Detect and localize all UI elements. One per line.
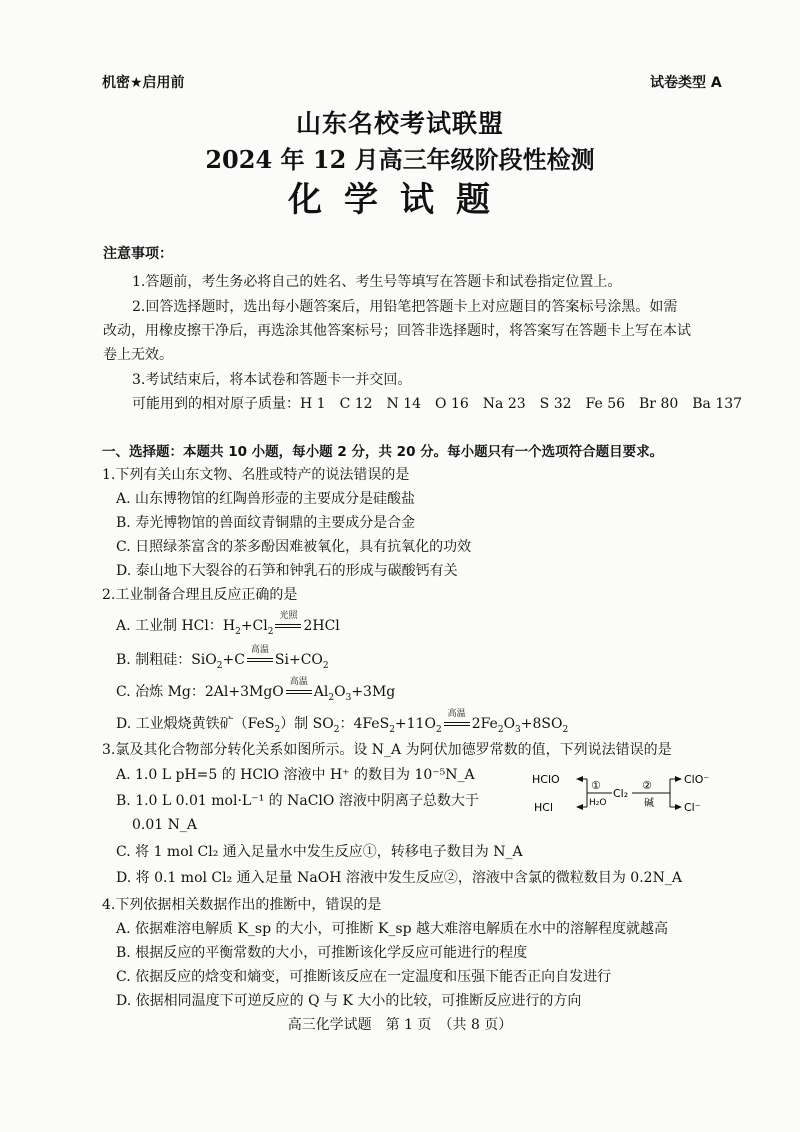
arrowhead-hclo xyxy=(576,776,583,782)
notice-item-1: 1.答题前，考生务必将自己的姓名、考生号等填写在答题卡和试卷指定位置上。 xyxy=(132,274,622,290)
page-title-exam: 2024 年 12 月高三年级阶段性检测 xyxy=(205,145,595,174)
question-4-option-a: A. 依据难溶电解质 K_sp 的大小，可推断 K_sp 越大难溶电解质在水中的溶解程度就越高 xyxy=(116,921,669,937)
reaction-condition: 光照 xyxy=(273,616,303,636)
arrowhead-cl xyxy=(675,804,682,810)
confidential-label: 机密★启用前 xyxy=(102,75,185,91)
cl2-label: Cl₂ xyxy=(613,787,629,800)
paper-type-label: 试卷类型 A xyxy=(650,75,722,91)
chlorine-conversion-diagram xyxy=(530,765,710,829)
question-2-option-b: B. 制粗硅：SiO$_2$+C 高温 $Si+CO_2$ xyxy=(116,645,329,671)
arrowhead-hcl xyxy=(576,804,583,810)
reaction-1-label: ① xyxy=(591,779,601,792)
notice-heading: 注意事项： xyxy=(103,246,173,262)
question-1-option-d: D. 泰山地下大裂谷的石笋和钟乳石的形成与碳酸钙有关 xyxy=(116,563,458,579)
page-title-league: 山东名校考试联盟 xyxy=(295,109,504,138)
question-1-option-c: C. 日照绿茶富含的茶多酚因难被氧化，具有抗氧化的功效 xyxy=(116,539,472,555)
cl-ion-label: Cl⁻ xyxy=(684,801,701,814)
question-3-option-b-cont: 0.01 N_A xyxy=(132,817,197,833)
page-footer: 高三化学试题 第 1 页 （共 8 页） xyxy=(287,1017,513,1033)
question-1-option-b: B. 寿光博物馆的兽面纹青铜鼎的主要成分是合金 xyxy=(116,515,416,531)
page-title-subject: 化学试题 xyxy=(288,180,512,220)
question-1-option-a: A. 山东博物馆的红陶兽形壶的主要成分是硅酸盐 xyxy=(116,491,416,507)
hclo-label: HClO xyxy=(532,773,560,786)
hcl-label: HCl xyxy=(534,801,554,814)
notice-item-2: 2.回答选择题时，选出每小题答案后，用铅笔把答题卡上对应题目的答案标号涂黑。如需 xyxy=(132,299,678,315)
notice-item-2-cont: 改动，用橡皮擦干净后，再选涂其他答案标号；回答非选择题时，将答案写在答题卡上写在本试 xyxy=(103,323,691,339)
reaction-condition: 高温 xyxy=(284,682,314,702)
water-label: H₂O xyxy=(589,798,607,808)
question-2-option-c: C. 冶炼 Mg：2Al+3MgO 高温 $Al_2O_3+3Mg$ xyxy=(116,677,396,703)
question-3-option-c: C. 将 1 mol Cl₂ 通入足量水中发生反应①，转移电子数目为 N_A xyxy=(116,844,523,860)
notice-item-3: 3.考试结束后，将本试卷和答题卡一并交回。 xyxy=(132,372,412,388)
question-4-option-d: D. 依据相同温度下可逆反应的 Q 与 K 大小的比较，可推断反应进行的方向 xyxy=(116,993,582,1009)
reaction-2-label: ② xyxy=(642,779,652,792)
question-3-option-d: D. 将 0.1 mol Cl₂ 通入足量 NaOH 溶液中发生反应②，溶液中含氯的微粒数目为 0.2N_A xyxy=(116,870,682,886)
question-4-option-c: C. 依据反应的焓变和熵变，可推断该反应在一定温度和压强下能否正向自发进行 xyxy=(116,969,612,985)
question-1-stem: 1.下列有关山东文物、名胜或特产的说法错误的是 xyxy=(102,467,410,483)
notice-item-2-end: 卷上无效。 xyxy=(103,347,173,363)
section-heading: 一、选择题：本题共 10 小题，每小题 2 分，共 20 分。每小题只有一个选项符合题目要求。 xyxy=(102,444,664,460)
question-3-stem: 3.氯及其化合物部分转化关系如图所示。设 N_A 为阿伏加德罗常数的值，下列说法错误的是 xyxy=(102,742,672,758)
reaction-condition: 高温 xyxy=(245,650,275,670)
question-3-option-a: A. 1.0 L pH=5 的 HClO 溶液中 H⁺ 的数目为 10⁻⁵N_A xyxy=(116,767,475,783)
question-3-option-b: B. 1.0 L 0.01 mol·L⁻¹ 的 NaClO 溶液中阴离子总数大于 xyxy=(116,793,479,809)
clo-label: ClO⁻ xyxy=(684,773,710,786)
question-2-stem: 2.工业制备合理且反应正确的是 xyxy=(102,587,298,603)
question-4-stem: 4.下列依据相关数据作出的推断中，错误的是 xyxy=(102,897,382,913)
question-2-option-d: D. 工业煅烧黄铁矿（FeS$_2$）制 $SO_2$：$4FeS_2+11O_2$ 高温 $2Fe_2O_3+8SO_2$ xyxy=(116,709,569,735)
arrowhead-clo xyxy=(675,776,682,782)
atomic-masses: 可能用到的相对原子质量：H 1 C 12 N 14 O 16 Na 23 S 32 Fe 56 Br 80 Ba 137 xyxy=(132,396,743,412)
base-label: 碱 xyxy=(644,798,654,809)
reaction-condition: 高温 xyxy=(442,714,472,734)
question-4-option-b: B. 根据反应的平衡常数的大小，可推断该化学反应可能进行的程度 xyxy=(116,945,528,961)
question-2-option-a: A. 工业制 HCl：$H_2+Cl_2$ 光照 2HCl xyxy=(116,611,340,637)
